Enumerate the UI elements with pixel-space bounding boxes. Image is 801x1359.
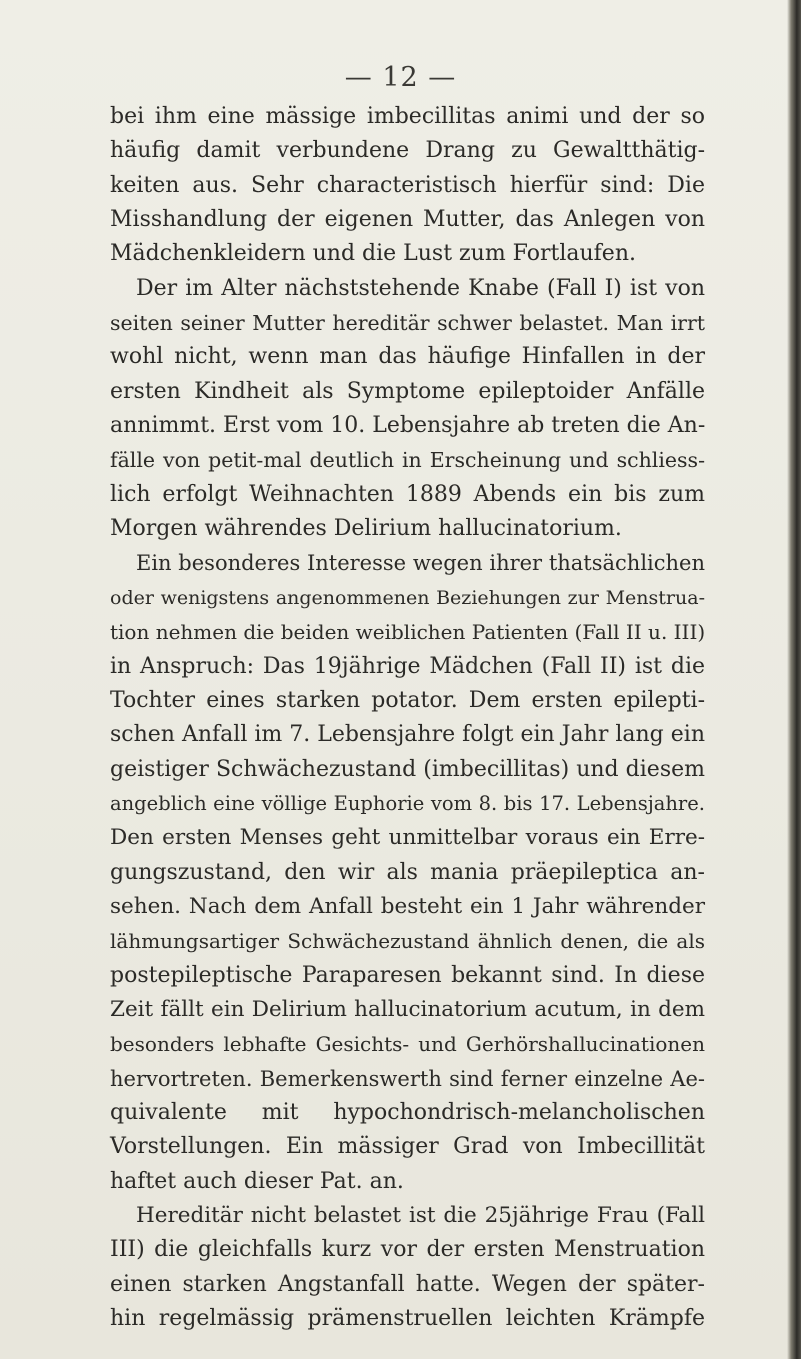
text-line: Misshandlung der eigenen Mutter, das Anlegen von <box>110 207 705 233</box>
text-line: fälle von petit-mal deutlich in Erscheinung und schliess- <box>110 448 705 473</box>
text-line: Mädchenkleidern und die Lust zum Fortlaufen. <box>110 241 636 267</box>
text-line: tion nehmen die beiden weiblichen Patienten (Fall II u. III) <box>110 620 706 645</box>
paragraph <box>110 272 705 547</box>
text-line: Morgen währendes Delirium hallucinatorium. <box>110 516 622 542</box>
paragraph <box>110 546 705 1199</box>
text-line: Vorstellungen. Ein mässiger Grad von Imbecillität <box>110 1134 705 1160</box>
text-line: in Anspruch: Das 19jährige Mädchen (Fall II) ist die <box>110 653 705 679</box>
text-line: haftet auch dieser Pat. an. <box>110 1168 404 1194</box>
text-line: gungszustand, den wir als mania präepileptica an- <box>110 859 705 885</box>
page-number: — 12 — <box>344 62 457 93</box>
text-line: Den ersten Menses geht unmittelbar voraus ein Erre- <box>110 825 705 851</box>
text-line: Der im Alter nächststehende Knabe (Fall I) ist von <box>136 275 705 301</box>
text-line: Tochter eines starken potator. Dem ersten epilepti- <box>110 687 705 713</box>
text-line: postepileptische Paraparesen bekannt sind. In diese <box>110 962 705 988</box>
text-line: hin regelmässig prämenstruellen leichten Krämpfe <box>110 1306 705 1332</box>
text-line: ersten Kindheit als Symptome epileptoider Anfälle <box>110 378 705 404</box>
text-line: sehen. Nach dem Anfall besteht ein 1 Jahr währender <box>110 893 705 919</box>
text-line: quivalente mit hypochondrisch-melancholischen <box>110 1099 705 1125</box>
text-line: besonders lebhafte Gesichts- und Gerhörshallucinationen <box>110 1032 705 1057</box>
text-line: Zeit fällt ein Delirium hallucinatorium acutum, in dem <box>110 996 705 1022</box>
text-line: angeblich eine völlige Euphorie vom 8. bis 17. Lebensjahre. <box>110 791 705 815</box>
text-line: wohl nicht, wenn man das häufige Hinfallen in der <box>110 344 705 370</box>
text-line: lich erfolgt Weihnachten 1889 Abends ein bis zum <box>110 481 705 507</box>
paragraph <box>110 1199 705 1336</box>
text-line: geistiger Schwächezustand (imbecillitas) und diesem <box>110 756 705 782</box>
text-line: bei ihm eine mässige imbecillitas animi und der so <box>110 104 705 129</box>
text-line: Hereditär nicht belastet ist die 25jährige Frau (Fall <box>136 1203 705 1228</box>
text-line: III) die gleichfalls kurz vor der ersten Menstruation <box>110 1237 705 1263</box>
text-line: schen Anfall im 7. Lebensjahre folgt ein Jahr lang ein <box>110 722 705 748</box>
text-line: seiten seiner Mutter hereditär schwer belastet. Man irrt <box>110 311 705 336</box>
book-binding-edge <box>787 0 801 1359</box>
text-line: einen starken Angstanfall hatte. Wegen der später- <box>110 1271 705 1297</box>
text-line: keiten aus. Sehr characteristisch hierfür sind: Die <box>110 172 705 198</box>
text-line: häufig damit verbundene Drang zu Gewaltthätig- <box>110 138 705 164</box>
text-line: oder wenigstens angenommenen Beziehungen zur Menstrua- <box>110 586 705 609</box>
paragraph <box>110 100 705 272</box>
text-line: Ein besonderes Interesse wegen ihrer thatsächlichen <box>136 551 705 576</box>
body-text <box>110 100 705 1336</box>
text-line: annimmt. Erst vom 10. Lebensjahre ab treten die An- <box>110 413 706 439</box>
text-line: hervortreten. Bemerkenswerth sind ferner einzelne Ae- <box>110 1066 705 1091</box>
text-line: lähmungsartiger Schwächezustand ähnlich denen, die als <box>110 929 705 954</box>
